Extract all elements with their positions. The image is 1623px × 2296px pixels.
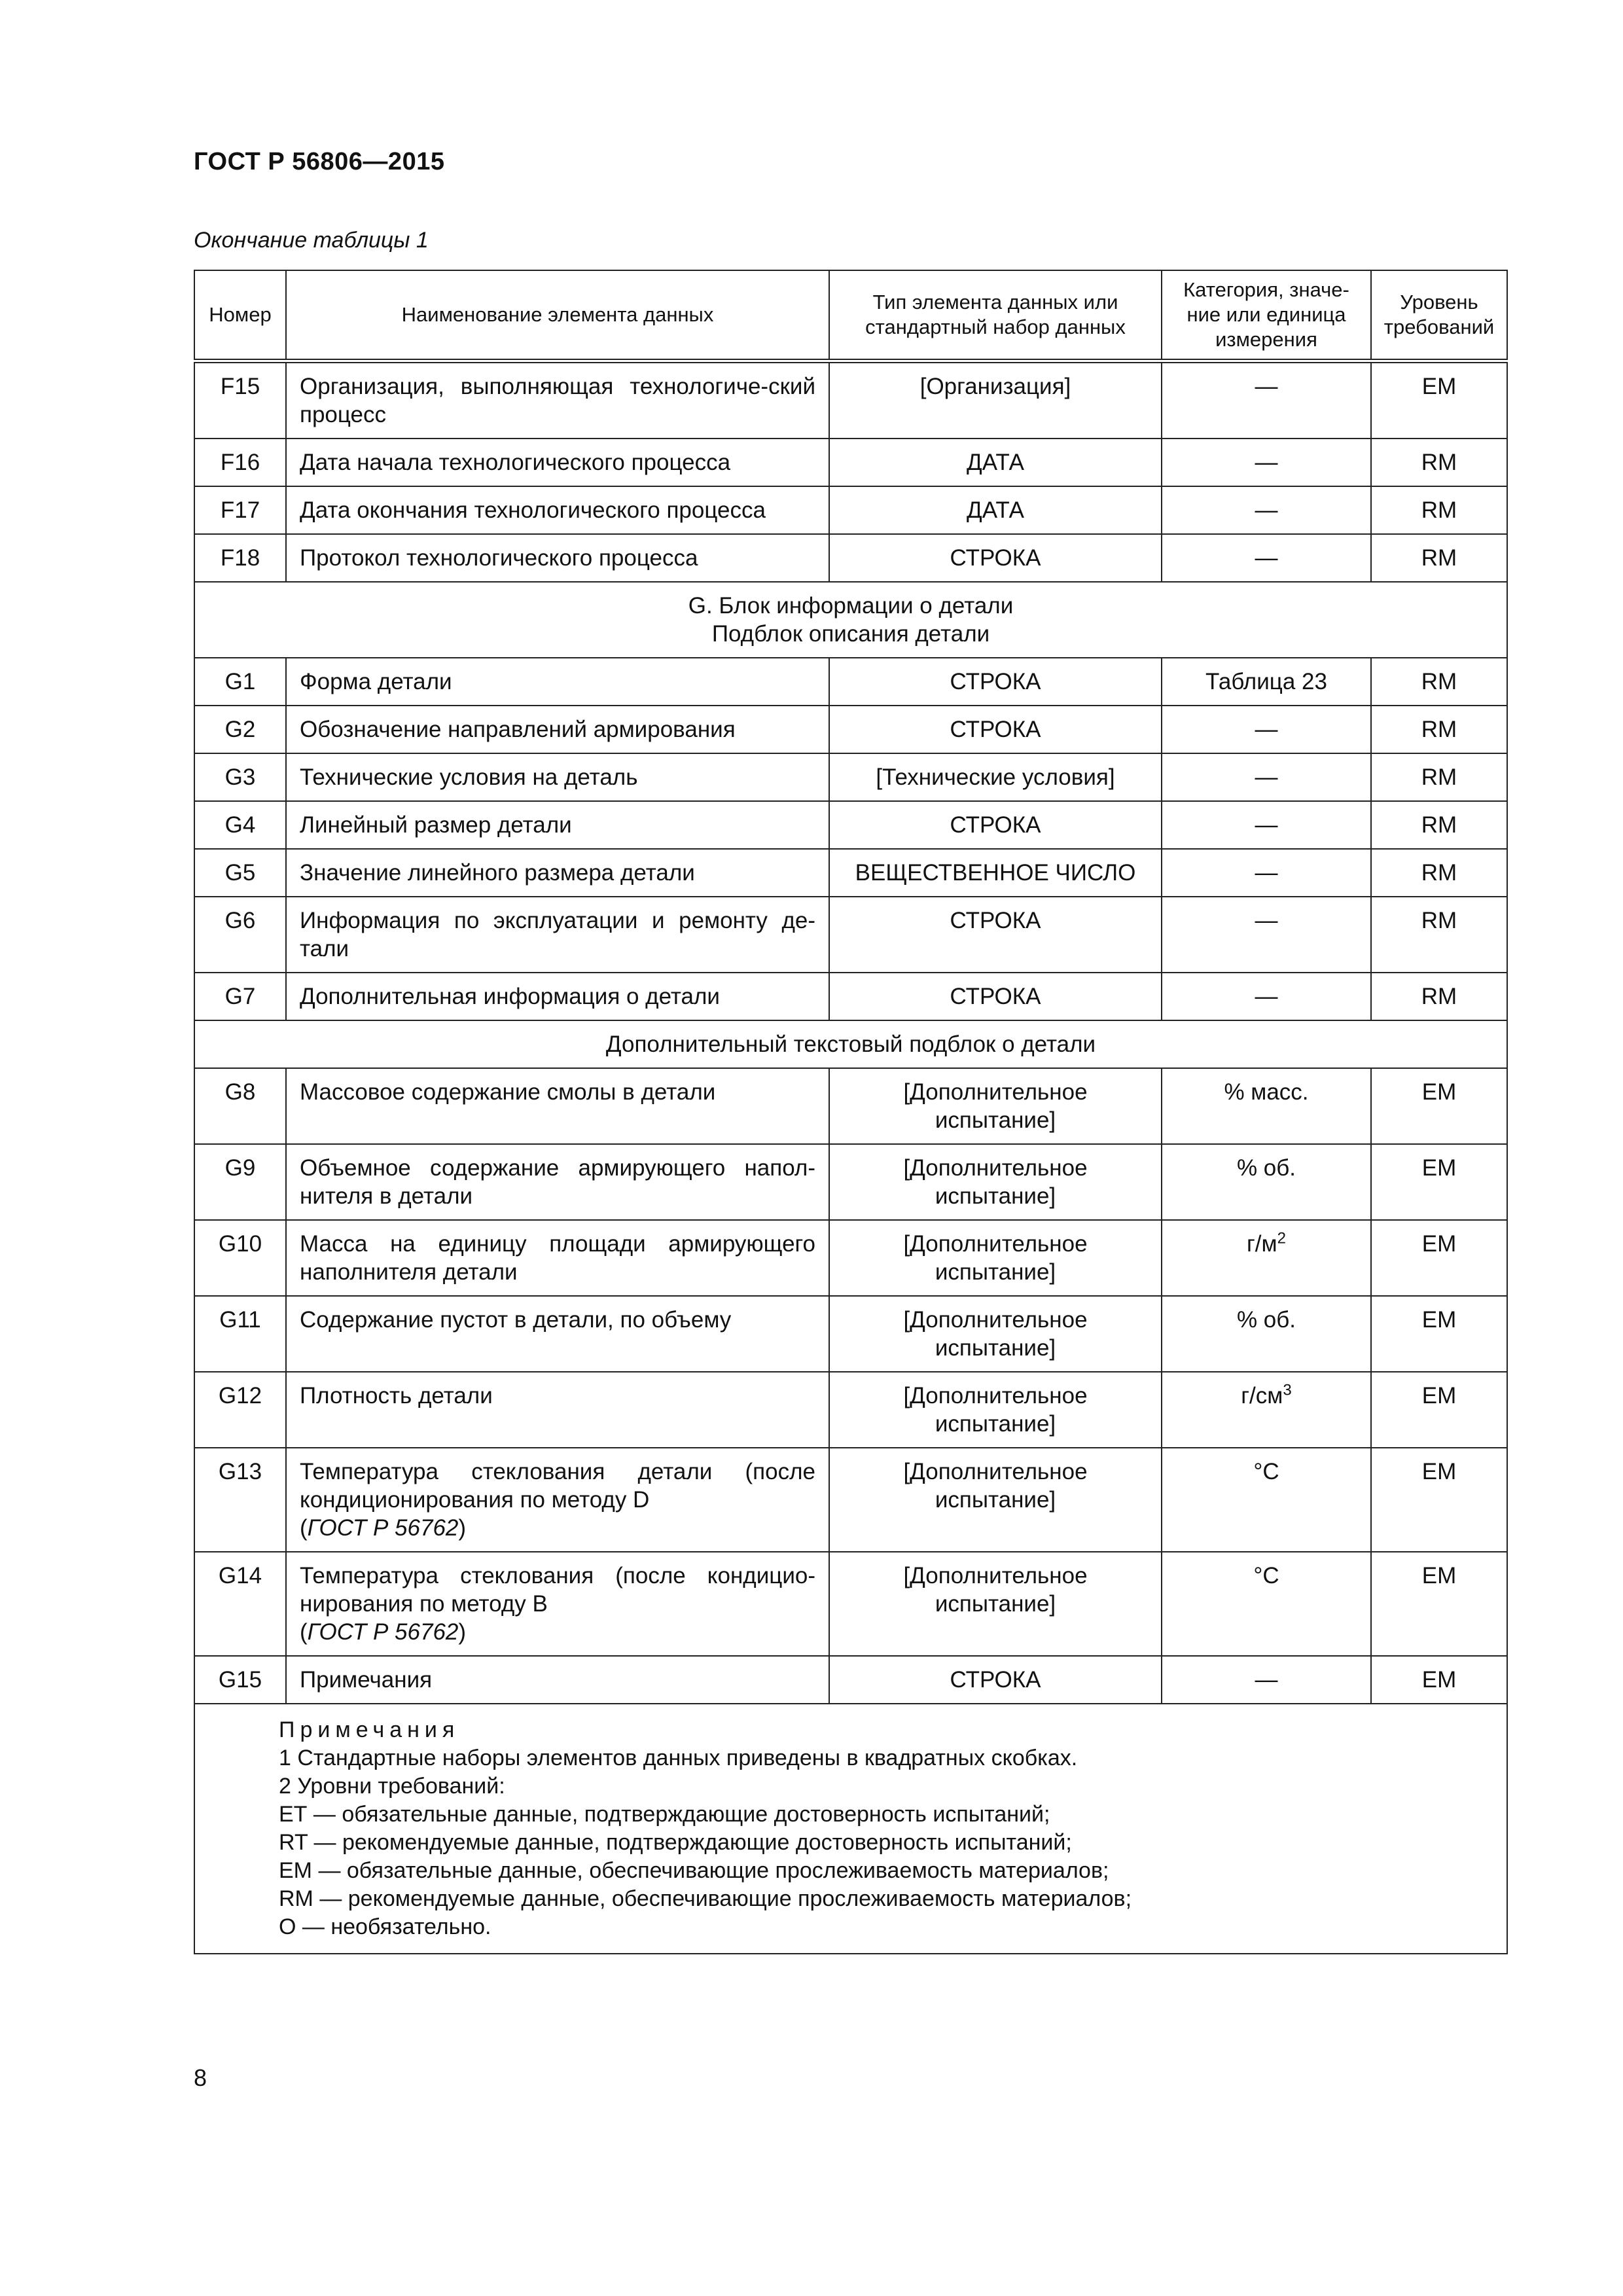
table-row [194,849,1507,897]
notes-line: 1 Стандартные наборы элементов данных приведены в квадратных скобках. [279,1746,1078,1770]
section-heading-additional: Дополнительный текстовый подблок о детали [194,1020,1507,1068]
cell-level: RM [1371,753,1507,801]
section-row-additional [194,1020,1507,1068]
column-header-level: Уровень требований [1371,270,1507,361]
column-header-category: Категория, значе-ние или единица измерения [1162,270,1371,361]
table-row [194,973,1507,1020]
cell-level: EM [1371,1656,1507,1704]
cell-number: G9 [194,1144,286,1220]
cell-level: RM [1371,658,1507,706]
table-row [194,706,1507,753]
name-text: Температура стеклования (после кондицио-нирования по методу В [300,1563,815,1617]
cell-category: % масс. [1162,1068,1371,1144]
cell-type: ВЕЩЕСТВЕННОЕ ЧИСЛО [829,849,1162,897]
cell-number: G12 [194,1372,286,1448]
cell-name: Дата начала технологического процесса [286,439,829,486]
table-row [194,1656,1507,1704]
cell-type: ДАТА [829,439,1162,486]
cell-name: Обозначение направлений армирования [286,706,829,753]
cell-name: Примечания [286,1656,829,1704]
cell-number: G6 [194,897,286,973]
cell-type: [Дополнительное испытание] [829,1372,1162,1448]
notes-line: RT — рекомендуемые данные, подтверждающие достоверность испытаний; [279,1830,1072,1855]
notes-line: ЕТ — обязательные данные, подтверждающие достоверность испытаний; [279,1802,1050,1827]
cell-name: Дополнительная информация о детали [286,973,829,1020]
table-row [194,1220,1507,1296]
cell-level: EM [1371,1296,1507,1372]
cell-number: G14 [194,1552,286,1656]
table-header-row [194,270,1507,361]
name-text: Температура стеклования детали (после кондиционирования по методу D [300,1459,815,1513]
cell-type: СТРОКА [829,706,1162,753]
section-row-g [194,582,1507,658]
cell-category: — [1162,801,1371,849]
cell-category [1162,1220,1371,1296]
cell-name: Технические условия на деталь [286,753,829,801]
cell-category: — [1162,361,1371,439]
cell-number: F15 [194,361,286,439]
cell-name: Линейный размер детали [286,801,829,849]
cell-type: СТРОКА [829,897,1162,973]
table-row [194,753,1507,801]
cell-type: [Организация] [829,361,1162,439]
cell-name: Объемное содержание армирующего напол-нителя в детали [286,1144,829,1220]
table-row [194,1448,1507,1552]
cell-category: — [1162,897,1371,973]
cell-level: EM [1371,1448,1507,1552]
unit-base: г/см [1241,1383,1283,1408]
cell-type: [Дополнительное испытание] [829,1296,1162,1372]
cell-level: EM [1371,1144,1507,1220]
cell-category: — [1162,534,1371,582]
cell-number: G3 [194,753,286,801]
cell-category: % об. [1162,1144,1371,1220]
cell-type: [Дополнительное испытание] [829,1448,1162,1552]
cell-name: Содержание пустот в детали, по объему [286,1296,829,1372]
cell-number: G5 [194,849,286,897]
column-header-type: Тип элемента данных или стандартный набор данных [829,270,1162,361]
notes-line: О — необязательно. [279,1914,491,1939]
cell-number: G8 [194,1068,286,1144]
cell-type: [Технические условия] [829,753,1162,801]
section-heading-g [194,582,1507,658]
column-header-name: Наименование элемента данных [286,270,829,361]
cell-name: Масса на единицу площади армирующего наполнителя детали [286,1220,829,1296]
cell-type: СТРОКА [829,973,1162,1020]
table-row [194,897,1507,973]
cell-type: [Дополнительное испытание] [829,1144,1162,1220]
unit-exponent: 3 [1283,1381,1292,1399]
cell-type: СТРОКА [829,534,1162,582]
page-number: 8 [194,2064,207,2091]
cell-type: [Дополнительное испытание] [829,1552,1162,1656]
cell-number: F18 [194,534,286,582]
standard-reference-link: ГОСТ Р 56762 [307,1619,459,1645]
section-title: G. Блок информации о детали [688,593,1014,619]
cell-category: % об. [1162,1296,1371,1372]
table-caption: Окончание таблицы 1 [194,228,429,253]
data-elements-table [194,270,1508,1954]
notes-line: RM — рекомендуемые данные, обеспечивающие прослеживаемость материалов; [279,1886,1132,1911]
cell-level: RM [1371,849,1507,897]
cell-category: Таблица 23 [1162,658,1371,706]
cell-level: EM [1371,361,1507,439]
table-row [194,1144,1507,1220]
cell-level: RM [1371,534,1507,582]
cell-name: Температура стеклования (после кондицио-нирования по методу В (ГОСТ Р 56762) [286,1552,829,1656]
notes-row [194,1704,1507,1954]
cell-level: RM [1371,486,1507,534]
notes-line: ЕМ — обязательные данные, обеспечивающие прослеживаемость материалов; [279,1858,1109,1883]
cell-category: °С [1162,1552,1371,1656]
cell-category: — [1162,439,1371,486]
cell-number: G13 [194,1448,286,1552]
notes-block [194,1704,1507,1954]
table-row [194,1296,1507,1372]
cell-category: — [1162,849,1371,897]
table-row [194,1552,1507,1656]
cell-number: G2 [194,706,286,753]
cell-level: RM [1371,439,1507,486]
table-row [194,361,1507,439]
cell-number: F16 [194,439,286,486]
cell-number: G4 [194,801,286,849]
cell-level: EM [1371,1552,1507,1656]
cell-number: F17 [194,486,286,534]
cell-level: EM [1371,1068,1507,1144]
table-row [194,1068,1507,1144]
cell-category: — [1162,1656,1371,1704]
cell-number: G10 [194,1220,286,1296]
cell-name: Значение линейного размера детали [286,849,829,897]
cell-number: G15 [194,1656,286,1704]
notes-title: Примечания [279,1717,460,1742]
unit-base: г/м [1247,1231,1277,1257]
cell-name: Дата окончания технологического процесса [286,486,829,534]
cell-level: RM [1371,801,1507,849]
cell-name: Плотность детали [286,1372,829,1448]
cell-category [1162,1372,1371,1448]
table-row [194,801,1507,849]
cell-category: °С [1162,1448,1371,1552]
cell-level: EM [1371,1220,1507,1296]
table-row [194,1372,1507,1448]
cell-name: Форма детали [286,658,829,706]
section-subtitle: Подблок описания детали [711,621,990,647]
cell-name: Массовое содержание смолы в детали [286,1068,829,1144]
cell-number: G7 [194,973,286,1020]
standard-reference-link: ГОСТ Р 56762 [307,1515,459,1541]
table-row [194,658,1507,706]
notes-line: 2 Уровни требований: [279,1774,505,1799]
document-standard-code: ГОСТ Р 56806—2015 [194,148,445,175]
cell-level: RM [1371,973,1507,1020]
cell-type: СТРОКА [829,801,1162,849]
cell-level: RM [1371,706,1507,753]
table-row [194,486,1507,534]
cell-type: [Дополнительное испытание] [829,1068,1162,1144]
cell-type: СТРОКА [829,658,1162,706]
cell-number: G11 [194,1296,286,1372]
cell-level: RM [1371,897,1507,973]
cell-name: Информация по эксплуатации и ремонту де-тали [286,897,829,973]
cell-category: — [1162,486,1371,534]
cell-name: Температура стеклования детали (после кондиционирования по методу D (ГОСТ Р 56762) [286,1448,829,1552]
cell-level: EM [1371,1372,1507,1448]
cell-type: [Дополнительное испытание] [829,1220,1162,1296]
table-row [194,439,1507,486]
unit-exponent: 2 [1277,1229,1286,1247]
cell-category: — [1162,706,1371,753]
cell-type: ДАТА [829,486,1162,534]
table-row [194,534,1507,582]
column-header-number: Номер [194,270,286,361]
cell-category: — [1162,753,1371,801]
cell-name: Протокол технологического процесса [286,534,829,582]
cell-category: — [1162,973,1371,1020]
cell-type: СТРОКА [829,1656,1162,1704]
cell-name: Организация, выполняющая технологиче-ский процесс [286,361,829,439]
cell-number: G1 [194,658,286,706]
